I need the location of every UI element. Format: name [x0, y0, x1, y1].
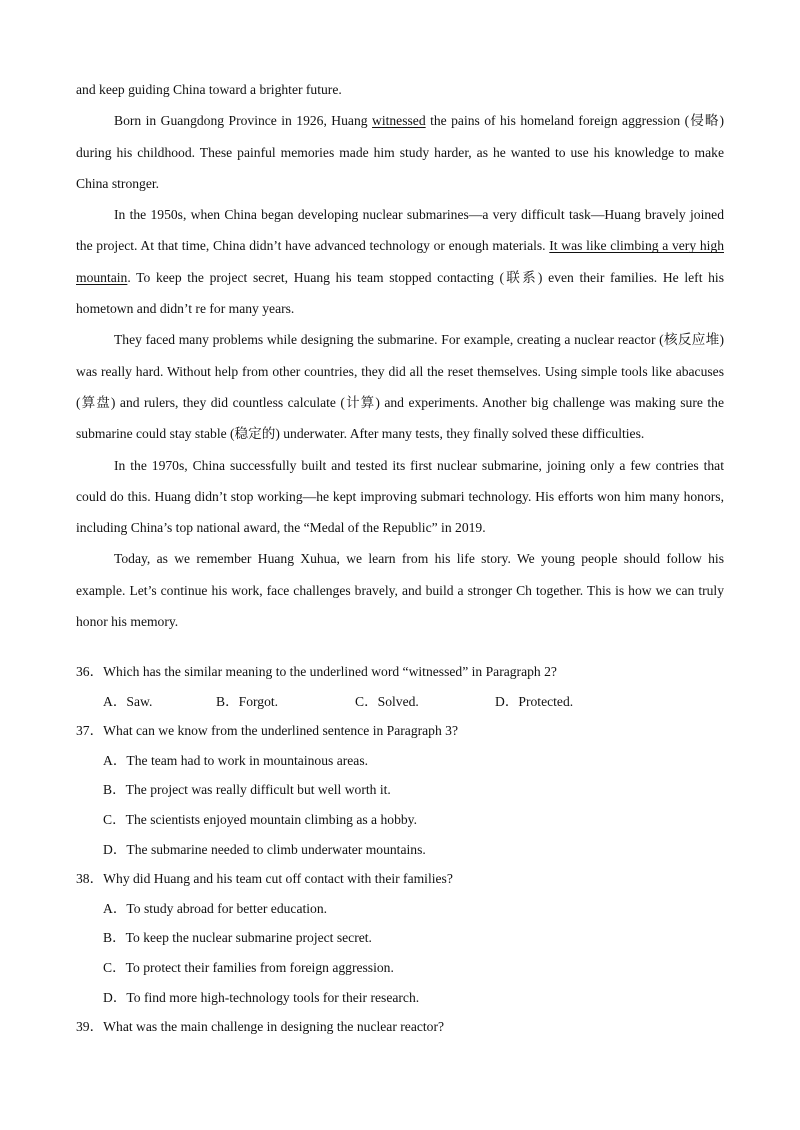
option-d: D．Protected.: [495, 693, 574, 709]
question-39: [76, 1012, 724, 1042]
option-c: C．The scientists enjoyed mountain climbing as a hobby.: [103, 811, 417, 827]
paragraph-2: [76, 105, 724, 199]
paragraph-5: [76, 450, 724, 544]
option-b: B．To keep the nuclear submarine project secret.: [103, 930, 372, 946]
option-d: D．The submarine needed to climb underwater mountains.: [103, 841, 426, 857]
question-stem: 37．What can we know from the underlined sentence in Paragraph 3?: [76, 723, 458, 739]
question-38: [76, 864, 724, 1012]
option-a: A．The team had to work in mountainous areas.: [103, 752, 369, 768]
options-row: [76, 687, 724, 717]
paragraph-3-after: . To keep the project secret, Huang his team stopped contacting (联系) even their families. He left his hometown and didn’t re for many years.: [76, 269, 724, 317]
question-list: [76, 657, 724, 1042]
paragraph-4: [76, 324, 724, 449]
question-stem: 39．What was the main challenge in designing the nuclear reactor?: [76, 1019, 445, 1035]
paragraph-6: [76, 543, 724, 637]
option-a: A．Saw.: [103, 693, 153, 709]
option-b: B．The project was really difficult but well worth it.: [103, 782, 391, 798]
paragraph-4-text: They faced many problems while designing the submarine. For example, creating a nuclear reactor (核反应堆) was really hard. Without help from other countries, they did all the reset themselves. Using simple tools like abacuses (算盘) and rulers, they did countless calculate (计算) and experiments. Another big challenge was making sure the submarine could stay stable (稳定的) underwater. After many tests, they finally solved these difficulties.: [76, 332, 724, 442]
paragraph-2-after: the pains of his homeland foreign aggression (侵略) during his childhood. These painful memories made him study harder, as he wanted to use his knowledge to make China stronger.: [76, 113, 724, 191]
question-stem: 36．Which has the similar meaning to the underlined word “witnessed” in Paragraph 2?: [76, 664, 557, 679]
underlined-word-witnessed: witnessed: [372, 113, 426, 129]
option-b: B．Forgot.: [216, 693, 279, 709]
underlined-sentence: It was like climbing a very high mountain: [76, 238, 724, 285]
reading-passage: [76, 74, 724, 637]
option-c: C．To protect their families from foreign aggression.: [103, 959, 394, 975]
paragraph-6-text: Today, as we remember Huang Xuhua, we learn from his life story. We young people should follow his example. Let’s continue his work, face challenges bravely, and build a stronger Ch together. This is how we can truly honor his memory.: [76, 551, 724, 630]
option-a: A．To study abroad for better education.: [103, 900, 328, 916]
paragraph-3-before: In the 1950s, when China began developing nuclear submarines—a very difficult task—Huang bravely joined the project. At that time, China didn’t have advanced technology or enough materials.: [76, 207, 724, 254]
paragraph-1-text: and keep guiding China toward a brighter future.: [76, 82, 342, 97]
paragraph-3: [76, 199, 724, 324]
paragraph-1: [76, 74, 724, 105]
option-c: C．Solved.: [355, 693, 419, 709]
question-36: [76, 657, 724, 716]
paragraph-5-text: In the 1970s, China successfully built and tested its first nuclear submarine, joining only a few contries that could do this. Huang didn’t stop working—he kept improving submari technology. His efforts won him many honors, including China’s top national award, the “Medal of the Republic” in 2019.: [76, 457, 724, 536]
question-37: [76, 716, 724, 864]
paragraph-2-before: Born in Guangdong Province in 1926, Huang: [114, 113, 372, 129]
question-stem: 38．Why did Huang and his team cut off contact with their families?: [76, 871, 453, 887]
option-d: D．To find more high-technology tools for their research.: [103, 989, 420, 1005]
